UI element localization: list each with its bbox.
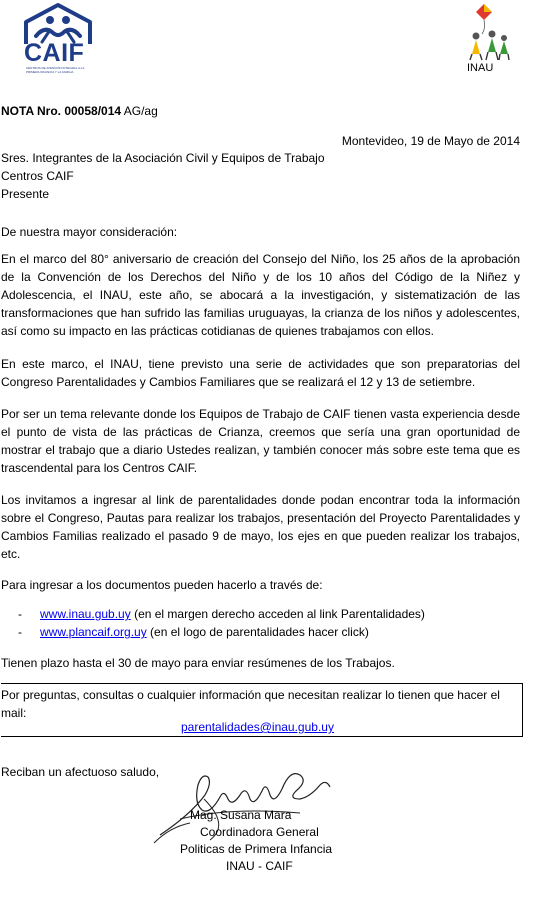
note-number-suffix: AG/ag <box>121 104 158 118</box>
bullet-dash: - <box>18 625 22 639</box>
bullet-dash: - <box>18 607 22 621</box>
list-item <box>18 605 518 623</box>
caif-logo-subtitle: CENTROS DE ATENCIÓN INTEGRAL A LA PRIMERA INFANCIA Y LA FAMILIA <box>26 66 85 74</box>
list-item <box>18 623 518 641</box>
note-number-bold: NOTA Nro. 00058/014 <box>1 104 122 118</box>
contact-email-link[interactable]: parentalidades@inau.gub.uy <box>181 720 334 734</box>
greeting: De nuestra mayor consideración: <box>1 225 178 239</box>
plancaif-link-note: (en el logo de parentalidades hacer click) <box>146 625 369 639</box>
inau-logo-text: INAU <box>467 62 494 74</box>
recipient-line: Centros CAIF <box>1 169 74 183</box>
note-number <box>1 102 158 120</box>
signer-department: Politicas de Primera Infancia <box>180 842 333 856</box>
inau-link-note: (en el margen derecho acceden al link Parentalidades) <box>130 607 425 621</box>
plancaif-link[interactable]: www.plancaif.org.uy <box>40 625 147 639</box>
links-list <box>18 605 518 641</box>
questions-box <box>1 683 523 737</box>
signer-organization: INAU - CAIF <box>226 859 293 873</box>
paragraph-anniversary: En el marco del 80° aniversario de creación del Consejo del Niño, los 25 años de la aprobación de la Convención de los Derechos del Niño y de los 10 años del Código de la Niñez y Adolescencia, el INAU, este año, se abocará a la investigación, y sistematización de las transformaciones que han sufrido las familias uruguayas, la crianza de los niños y adolescentes, así como su impacto en las prácticas cotidianas de quienes trabajamos con ellos. <box>1 252 520 338</box>
caif-logo <box>22 2 94 76</box>
recipient-block <box>1 149 325 203</box>
signer-title: Coordinadora General <box>200 825 319 839</box>
closing: Reciban un afectuoso saludo, <box>1 765 160 779</box>
questions-text: Por preguntas, consultas o cualquier información que necesitan realizar lo tienen que hacer el mail: <box>1 688 500 720</box>
recipient-line: Presente <box>1 187 50 201</box>
inau-kite-children-icon <box>462 2 514 62</box>
inau-logo <box>462 2 514 76</box>
paragraph-congress: En este marco, el INAU, tiene previsto una serie de actividades que son preparatorias del Congreso Parentalidades y Cambios Familiares que se realizará el 12 y 13 de setiembre. <box>1 357 520 389</box>
deadline: Tienen plazo hasta el 30 de mayo para enviar resúmenes de los Trabajos. <box>1 656 395 670</box>
recipient-line: Sres. Integrantes de la Asociación Civil y Equipos de Trabajo <box>1 151 325 165</box>
caif-logo-text: CAIF <box>24 39 85 67</box>
paragraph-caif-teams: Por ser un tema relevante donde los Equipos de Trabajo de CAIF tienen vasta experiencia desde el punto de vista de las prácticas de Crianza, creemos que sería una gran oportunidad de mostrar el trabajo que a diario Ustedes realizan, y también conocer más sobre este tema que es trascendental para los Centros CAIF. <box>1 407 520 475</box>
signer-name: Mag. Susana Mara <box>190 808 292 822</box>
access-intro: Para ingresar a los documentos pueden hacerlo a través de: <box>1 578 323 592</box>
paragraph-invitation: Los invitamos a ingresar al link de parentalidades donde podan encontrar toda la información sobre el Congreso, Pautas para realizar los trabajos, presentación del Proyecto Parentalidades y Cambios Familias realizado el pasado 9 de mayo, los ejes en que pueden realizar los trabajos, etc. <box>1 493 520 561</box>
signature-block <box>150 807 410 875</box>
inau-link[interactable]: www.inau.gub.uy <box>40 607 131 621</box>
letter-date: Montevideo, 19 de Mayo de 2014 <box>341 134 520 148</box>
